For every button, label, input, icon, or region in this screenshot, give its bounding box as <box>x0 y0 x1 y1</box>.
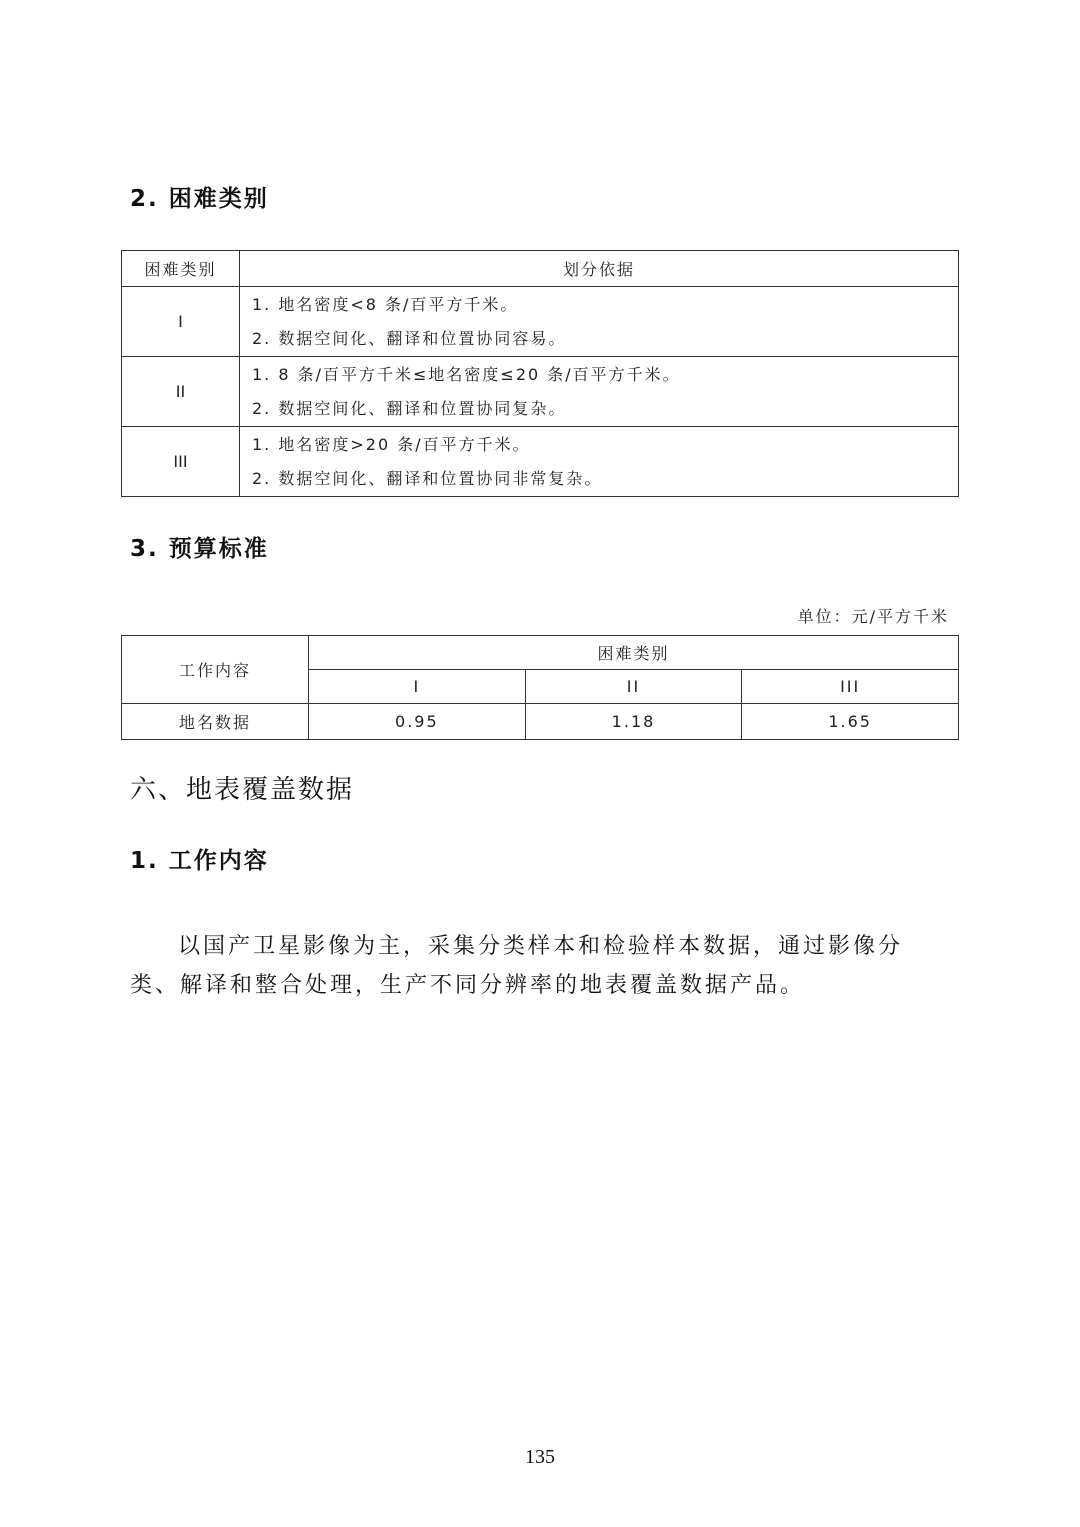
price-cell-level-iii: 1.65 <box>742 704 959 740</box>
category-cell: I <box>122 287 240 357</box>
chapter-heading: 六、地表覆盖数据 <box>130 775 355 805</box>
column-header-level-ii: II <box>525 670 742 704</box>
criteria-cell <box>240 357 959 427</box>
section-heading-difficulty: 2. 困难类别 <box>130 186 269 212</box>
table-row <box>122 427 959 497</box>
work-item-cell: 地名数据 <box>122 704 309 740</box>
table-row <box>122 704 959 740</box>
budget-table <box>121 635 959 740</box>
column-header-work: 工作内容 <box>122 636 309 704</box>
difficulty-table <box>121 250 959 497</box>
column-header-level-i: I <box>309 670 526 704</box>
column-header-category: 困难类别 <box>122 251 240 287</box>
criteria-line: 1. 地名密度<8 条/百平方千米。 <box>252 294 519 314</box>
criteria-line: 1. 8 条/百平方千米≤地名密度≤20 条/百平方千米。 <box>252 364 681 384</box>
criteria-cell <box>240 287 959 357</box>
criteria-line: 1. 地名密度>20 条/百平方千米。 <box>252 434 531 454</box>
criteria-line: 2. 数据空间化、翻译和位置协同复杂。 <box>252 398 567 418</box>
criteria-line: 2. 数据空间化、翻译和位置协同容易。 <box>252 328 567 348</box>
criteria-line: 2. 数据空间化、翻译和位置协同非常复杂。 <box>252 468 603 488</box>
body-paragraph: 以国产卫星影像为主，采集分类样本和检验样本数据，通过影像分类、解译和整合处理，生产不同分辨率的地表覆盖数据产品。 <box>130 934 904 998</box>
section-heading-budget: 3. 预算标准 <box>130 536 269 562</box>
unit-label: 单位：元/平方千米 <box>797 607 949 626</box>
section-heading-work: 1. 工作内容 <box>130 848 269 874</box>
table-header-row <box>122 251 959 287</box>
criteria-cell <box>240 427 959 497</box>
table-header-row <box>122 636 959 670</box>
price-cell-level-i: 0.95 <box>309 704 526 740</box>
column-header-criteria: 划分依据 <box>240 251 959 287</box>
price-cell-level-ii: 1.18 <box>525 704 742 740</box>
table-row <box>122 287 959 357</box>
page-number: 135 <box>525 1446 555 1468</box>
category-cell: II <box>122 357 240 427</box>
table-row <box>122 357 959 427</box>
column-header-difficulty: 困难类别 <box>309 636 959 670</box>
category-cell: III <box>122 427 240 497</box>
column-header-level-iii: III <box>742 670 959 704</box>
